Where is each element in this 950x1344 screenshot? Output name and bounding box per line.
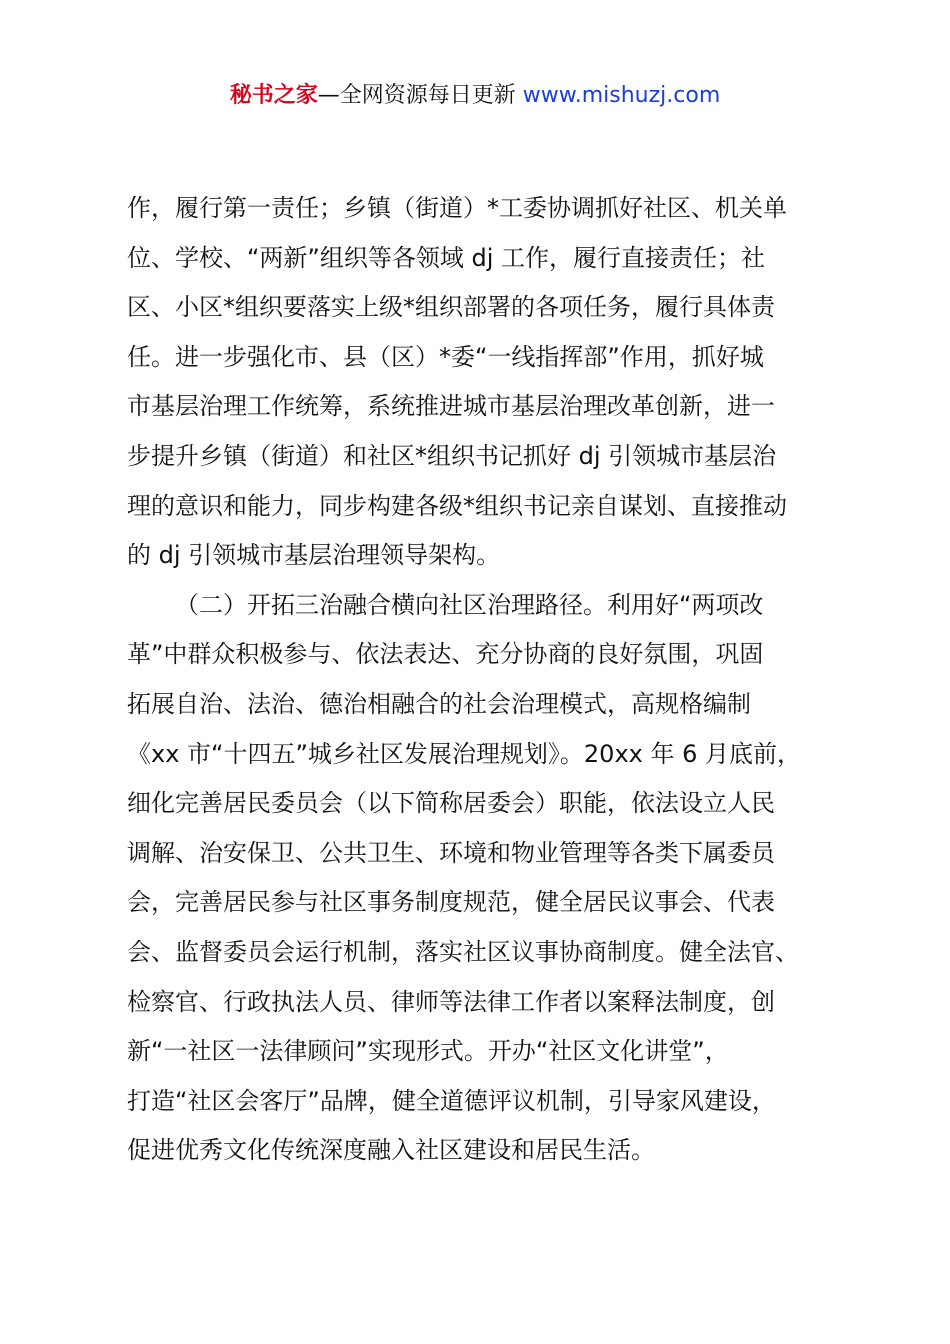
text-line: 新“一社区一法律顾问”实现形式。开办“社区文化讲堂”， [127,1037,729,1066]
site-brand: 秘书之家 [229,83,318,108]
text-line: 步提升乡镇（街道）和社区*组织书记抓好 dj 引领城市基层治 [127,441,777,470]
section-heading-line: （二）开拓三治融合横向社区治理路径。利用好“两项改 [175,590,764,619]
site-url[interactable]: www.mishuzj.com [522,83,721,108]
text-line: 会、监督委员会运行机制，落实社区议事协商制度。健全法官、 [127,937,799,966]
site-header [0,80,950,112]
text-line: 细化完善居民委员会（以下简称居委会）职能，依法设立人民 [127,789,775,818]
text-line: 检察官、行政执法人员、律师等法律工作者以案释法制度，创 [127,987,775,1016]
text-line: 拓展自治、法治、德治相融合的社会治理模式，高规格编制 [127,689,751,718]
text-line: 作，履行第一责任；乡镇（街道）*工委协调抓好社区、机关单 [127,194,787,222]
text-line: 位、学校、“两新”组织等各领域 dj 工作，履行直接责任；社 [127,243,766,272]
document-body [127,184,827,1176]
text-line: 打造“社区会客厅”品牌，健全道德评议机制，引导家风建设， [127,1086,776,1115]
text-line: 任。进一步强化市、县（区）*委“一线指挥部”作用，抓好城 [127,342,764,371]
text-line: 会，完善居民参与社区事务制度规范，健全居民议事会、代表 [127,888,775,917]
text-line: 促进优秀文化传统深度融入社区建设和居民生活。 [127,1136,655,1165]
text-line: 革”中群众积极参与、依法表达、充分协商的良好氛围，巩固 [127,640,764,669]
text-line: 的 dj 引领城市基层治理领导架构。 [127,541,501,570]
site-tagline: —全网资源每日更新 [317,83,523,108]
text-line: 区、小区*组织要落实上级*组织部署的各项任务，履行具体责 [127,293,775,322]
text-line: 市基层治理工作统筹，系统推进城市基层治理改革创新，进一 [127,392,775,421]
text-line: 理的意识和能力，同步构建各级*组织书记亲自谋划、直接推动 [127,491,787,520]
text-line: 《xx 市“十四五”城乡社区发展治理规划》。20xx 年 6 月底前， [127,739,802,768]
text-line: 调解、治安保卫、公共卫生、环境和物业管理等各类下属委员 [127,838,775,867]
